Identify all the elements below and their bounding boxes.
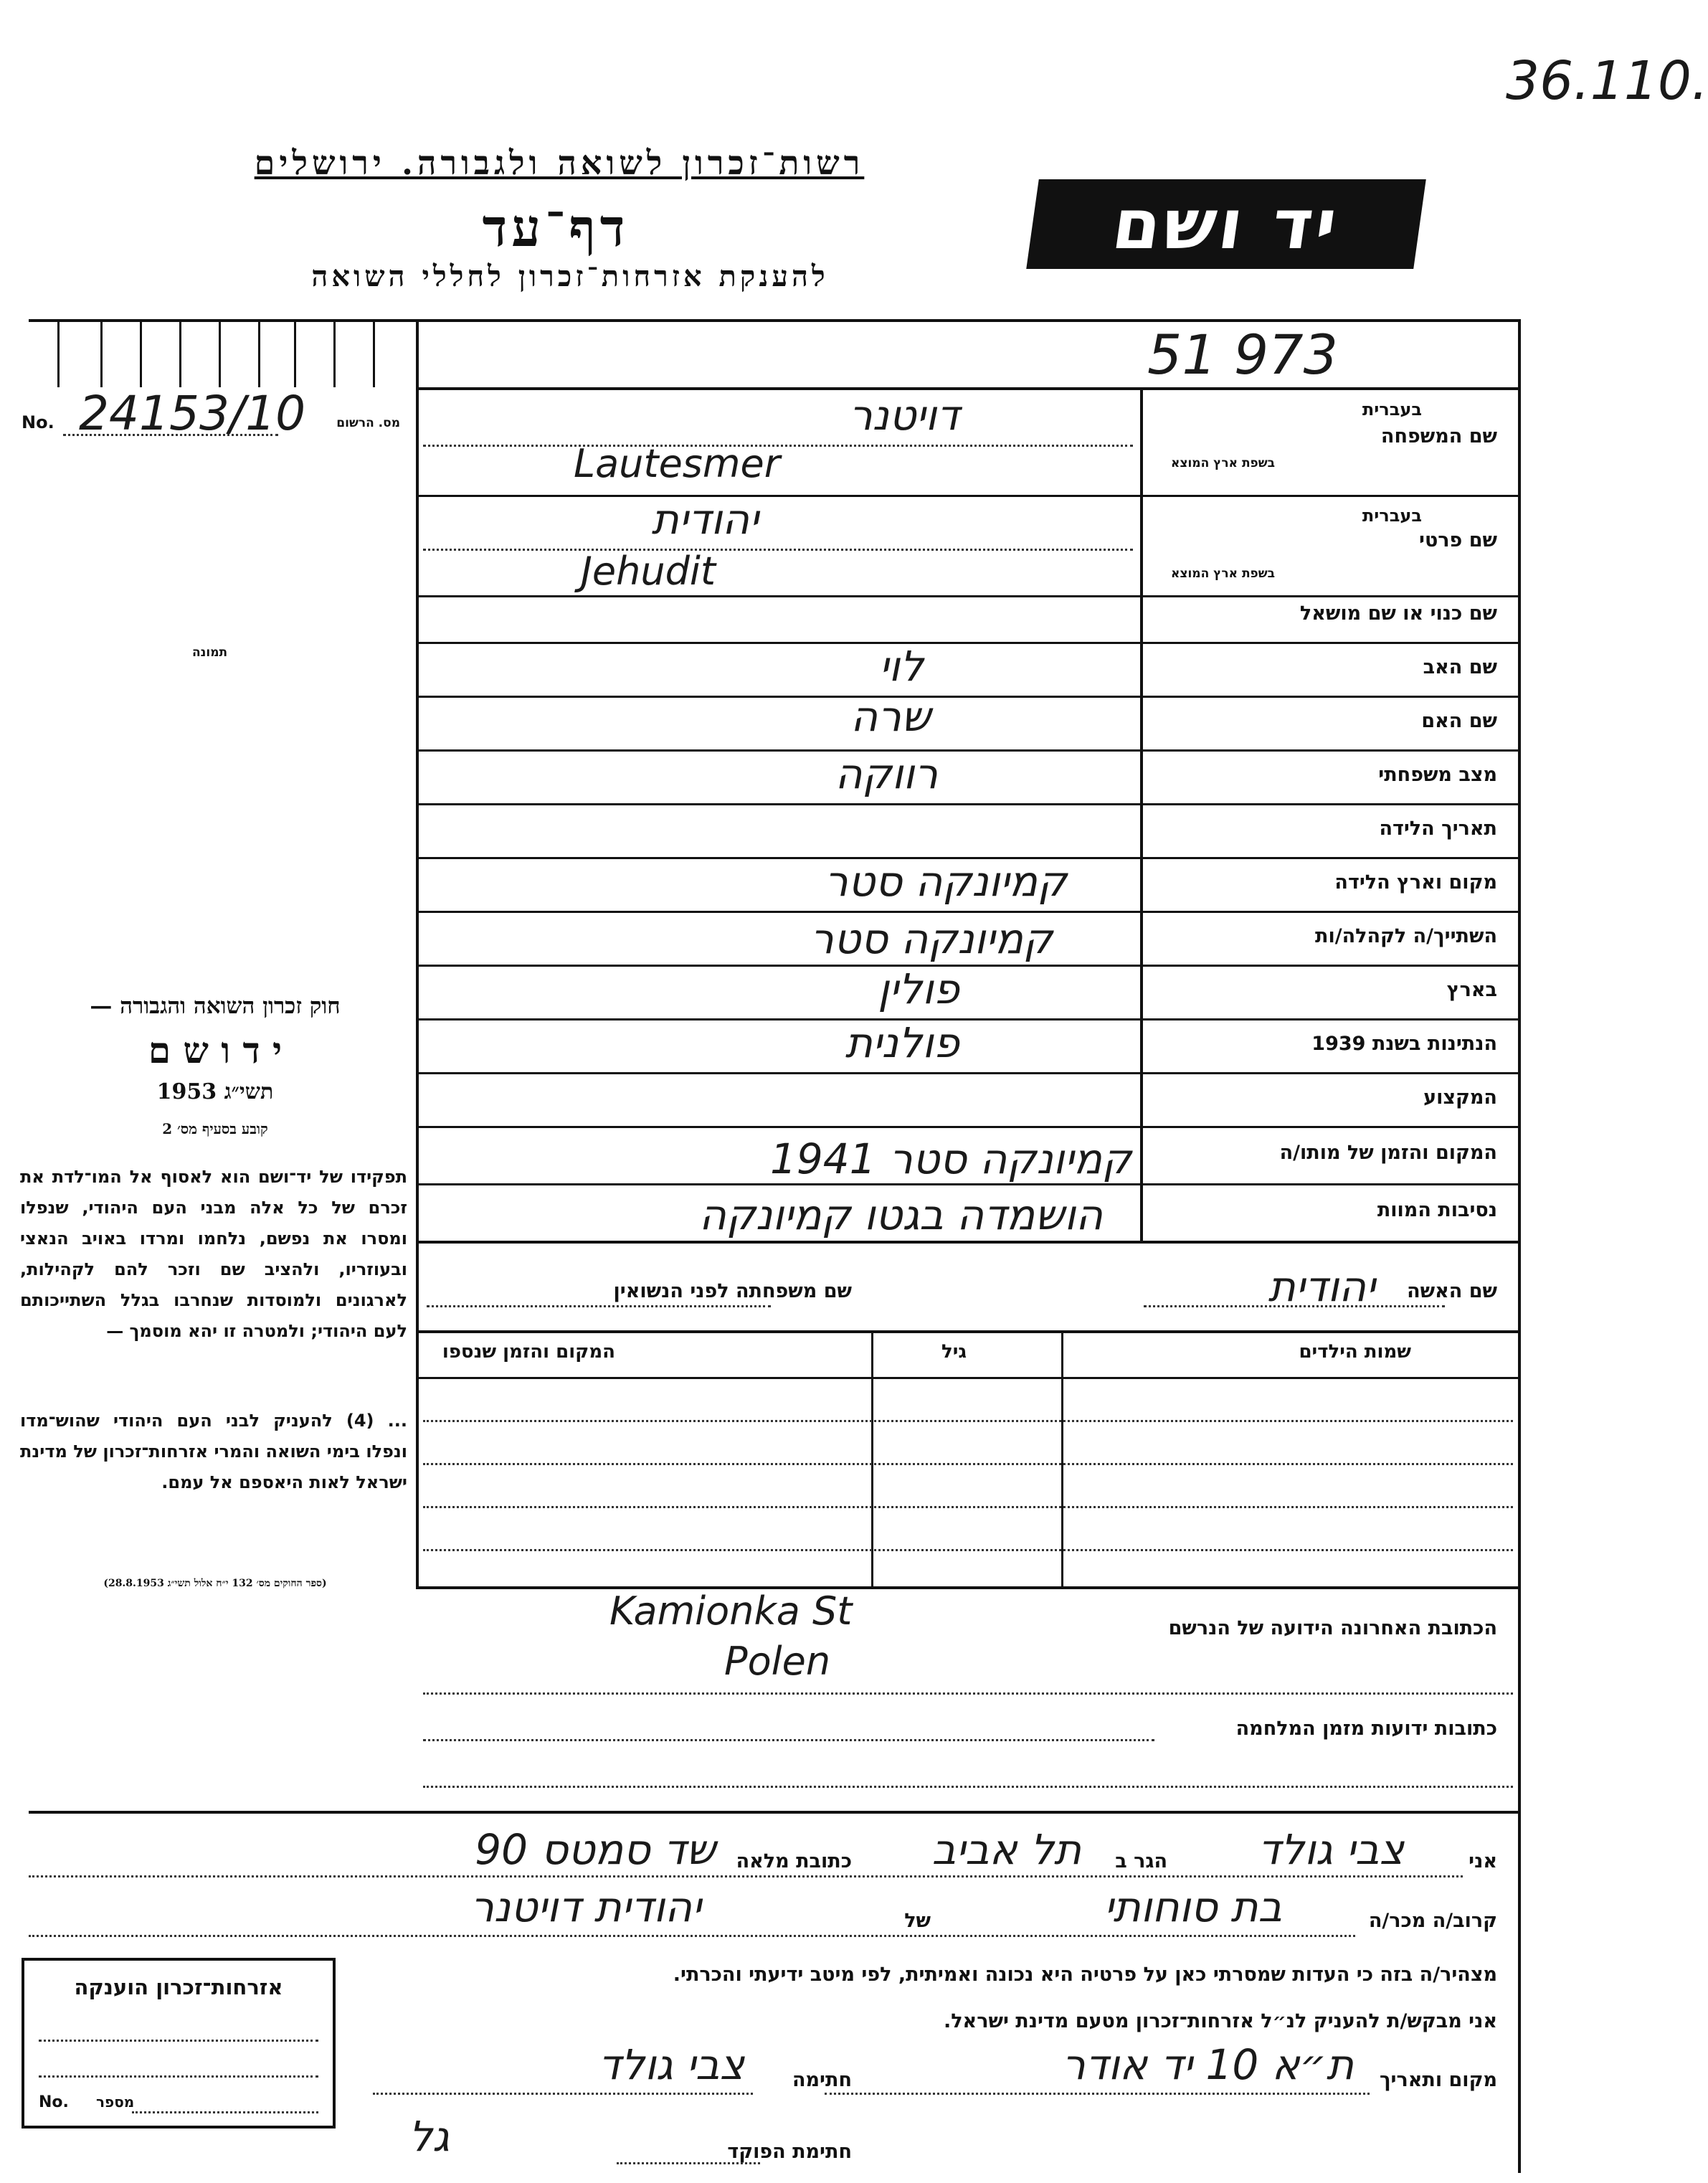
table-row bbox=[423, 1506, 1513, 1508]
mother-value: שרה bbox=[850, 692, 931, 741]
signature-label: חתימה bbox=[792, 2069, 852, 2091]
family-name-label: שם המשפחה bbox=[1380, 425, 1497, 448]
birth-date-label: תאריך הלידה bbox=[1379, 818, 1497, 840]
registration-label: מס. הרשום bbox=[336, 416, 400, 430]
file-number: 51 973 bbox=[1147, 323, 1338, 387]
archive-number: 36.110. bbox=[1506, 50, 1708, 112]
first-name-origin-value: Jehudit bbox=[581, 549, 716, 594]
family-name-hebrew-sub: בעברית bbox=[1362, 399, 1422, 420]
first-name-hebrew-sub: בעברית bbox=[1362, 506, 1422, 526]
father-value: לוי bbox=[879, 642, 924, 691]
citizenship-label: הנתינות בשנת 1939 bbox=[1311, 1033, 1497, 1055]
logo-text: יד ושם bbox=[1107, 184, 1345, 265]
stamp-no-label: No. bbox=[39, 2093, 69, 2111]
mother-label: שם האם bbox=[1421, 710, 1497, 732]
yad-vashem-logo bbox=[1026, 179, 1426, 269]
stamp-title: אזרחות־זכרון הוענקה bbox=[74, 1975, 283, 1999]
authority-line: רשות־זכרון לשואה ולגבורה. ירושלים bbox=[254, 143, 865, 182]
war-address-label: כתובות ידועות מזמן המלחמה bbox=[1235, 1718, 1497, 1740]
full-address-label: כתובת מלאה bbox=[736, 1850, 852, 1872]
officer-signature-value: גל bbox=[409, 2112, 450, 2161]
place-date-label: מקום ותאריך bbox=[1379, 2069, 1497, 2091]
citizenship-stamp-box bbox=[22, 1958, 336, 2128]
table-row bbox=[423, 1420, 1513, 1422]
no-label: No. bbox=[22, 412, 54, 432]
stamp-number-label: מספר bbox=[96, 2093, 135, 2111]
of-label: של bbox=[904, 1910, 931, 1932]
marital-status-label: מצב משפחתי bbox=[1378, 764, 1497, 786]
citizenship-value: פולנית bbox=[845, 1018, 959, 1067]
request-text: אני מבקש/ת להעניק לנ״ל אזרחות־זכרון מטעם מדינת ישראל. bbox=[943, 2010, 1497, 2032]
declaration-text: מצהיר/ה בזה כי העדות שמסרתי כאן על פרטיה היא נכונה ואמיתית, לפי מיטב ידיעתי והכרתי. bbox=[673, 1964, 1497, 1986]
law-section: קובע בסעיף מס׳ 2 bbox=[162, 1120, 268, 1137]
country-label: בארץ bbox=[1446, 979, 1497, 1001]
children-age-header: גיל bbox=[941, 1341, 967, 1363]
family-name-origin-sub: בשפת ארץ המוצא bbox=[1170, 456, 1275, 470]
profession-label: המקצוע bbox=[1423, 1086, 1497, 1109]
form-title: דף־עד bbox=[482, 197, 630, 258]
wife-maiden-label: שם משפחתה לפני הנשואין bbox=[613, 1280, 852, 1302]
death-cause-value: הושמדה בגטו קמיונקה bbox=[698, 1190, 1103, 1239]
resident-value: תל אביב bbox=[931, 1825, 1081, 1874]
declarant-name-value: צבי גולד bbox=[1258, 1825, 1404, 1874]
community-value: קמיונקה סטר bbox=[810, 914, 1053, 963]
declarant-i-label: אני bbox=[1469, 1850, 1497, 1872]
officer-signature-label: חתימת הפוקד bbox=[727, 2141, 852, 2163]
form-subtitle: להענקת אזרחות־זכרון לחללי השואה bbox=[311, 260, 829, 293]
birth-place-value: קמיונקה סטר bbox=[824, 857, 1067, 906]
registration-value: 24153/10 bbox=[79, 386, 306, 441]
first-name-hebrew-value: יהודית bbox=[651, 495, 759, 544]
first-name-origin-sub: בשפת ארץ המוצא bbox=[1170, 567, 1275, 581]
last-address-value-1: Kamionka St bbox=[609, 1588, 853, 1634]
law-title: חוק זכרון השואה והגבורה — bbox=[90, 993, 341, 1019]
last-address-value-2: Polen bbox=[724, 1639, 831, 1684]
relation-label: קרוב/ה מכר/ה bbox=[1368, 1910, 1497, 1932]
law-citation: (ספר החוקים מס׳ 132 י״ח אלול תשי״ג 28.8.1953) bbox=[103, 1578, 327, 1589]
resident-label: הגר ב bbox=[1115, 1850, 1167, 1872]
death-place-value: קמיונקה סטר 1941 bbox=[769, 1135, 1131, 1183]
wife-name-label: שם האשה bbox=[1407, 1280, 1497, 1302]
children-names-header: שמות הילדים bbox=[1299, 1341, 1411, 1363]
death-cause-label: נסיבות המוות bbox=[1377, 1199, 1497, 1221]
photo-label: תמונה bbox=[192, 645, 228, 660]
full-address-value: שד סמטס 90 bbox=[475, 1825, 716, 1874]
table-row bbox=[423, 1549, 1513, 1551]
family-name-hebrew-value: דויטנר bbox=[848, 391, 959, 440]
relation-value: בת סוחותי bbox=[1104, 1883, 1282, 1931]
law-paragraph-2: ... (4) להעניק לבני העם היהודי שהוש־מדו ונפלו בימי השואה והמרי אזרחות־זכרון של מדינת ישראל לאות היאספם אל עמם. bbox=[20, 1411, 407, 1492]
signature-value: צבי גולד bbox=[598, 2040, 744, 2089]
country-value: פולין bbox=[878, 965, 959, 1013]
law-paragraph-1: תפקידו של יד־ושם הוא לאסוף אל המו־לדת את זכרם של כל אלה מבני העם היהודי, שנפלו ומסרו את נפשם, נלחמו ומרדו באויב הנאצי ובעוזריו, ולהציב שם וזכר להם לקהילות, לארגונים ולמוסדות שנחרבו בגלל השתייכותם לעם היהודי; ולמטרה זו יהא מוסמך — bbox=[20, 1167, 407, 1341]
community-label: השתייך/ה לקהלה/ות bbox=[1315, 925, 1497, 947]
family-name-origin-value: Lautesmer bbox=[574, 441, 780, 486]
law-year: תשי״ג 1953 bbox=[156, 1079, 274, 1104]
wife-name-value: יהודית bbox=[1268, 1262, 1375, 1311]
father-label: שם האב bbox=[1423, 656, 1497, 678]
alias-label: שם כנוי או שם מושאל bbox=[1299, 602, 1497, 625]
table-row bbox=[423, 1463, 1513, 1465]
first-name-label: שם פרטי bbox=[1419, 529, 1497, 551]
marital-status-value: רווקה bbox=[835, 749, 938, 798]
place-date-value: ת״א 10 יד אודר bbox=[1061, 2040, 1354, 2089]
death-place-label: המקום והזמן של מותו/ה bbox=[1279, 1142, 1497, 1164]
last-address-label: הכתובת האחרונה הידועה של הנרשם bbox=[1168, 1617, 1497, 1639]
law-name: י ד ו ש ם bbox=[148, 1029, 283, 1071]
birth-place-label: מקום וארץ הלידה bbox=[1334, 871, 1497, 894]
children-place-header: המקום והזמן שנספו bbox=[442, 1341, 615, 1363]
of-value: יהודית דויטנר bbox=[470, 1883, 701, 1931]
